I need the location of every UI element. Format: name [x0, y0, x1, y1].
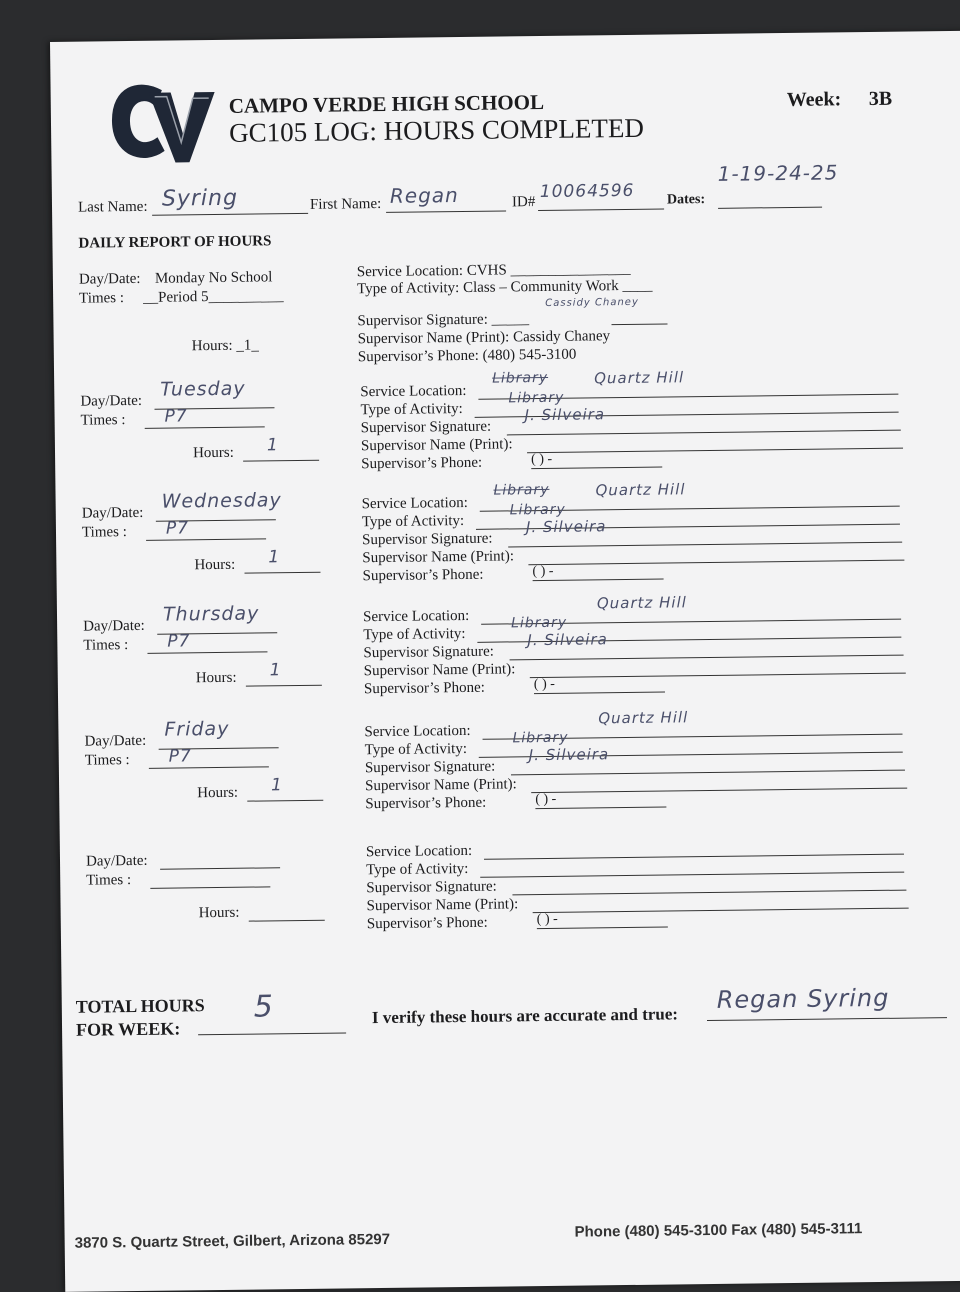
hours-value[interactable]: 1: [270, 775, 284, 796]
total-hours-label: TOTAL HOURS: [75, 995, 205, 1017]
hours-value[interactable]: 1: [268, 547, 281, 568]
signature-value[interactable]: J. Silveira: [527, 630, 608, 650]
activity-label: Type of Activity:: [361, 512, 465, 531]
location-value[interactable]: Quartz Hill: [595, 480, 686, 500]
times-value[interactable]: P7: [164, 406, 188, 427]
activity-label: Type of Activity:: [360, 400, 463, 419]
service-location-label: Service Location:: [362, 607, 470, 626]
first-name-label: First Name:: [309, 195, 382, 213]
monday-times: __Period 5__________: [143, 288, 284, 306]
activity-value[interactable]: Library: [511, 614, 568, 632]
hours-label: Hours:: [198, 904, 240, 922]
log-sheet: [50, 31, 960, 1292]
section-title: DAILY REPORT OF HOURS: [78, 233, 272, 252]
signature-label: Supervisor Signature:: [364, 758, 496, 777]
activity-value[interactable]: Library: [512, 729, 569, 747]
total-hours-value[interactable]: 5: [253, 989, 275, 1025]
times-label: Times :: [83, 637, 129, 654]
location-value[interactable]: Quartz Hill: [594, 368, 685, 388]
times-label: Times :: [86, 872, 132, 889]
hours-value[interactable]: 1: [266, 435, 279, 456]
supervisor-phone-label: Supervisor’s Phone:: [363, 679, 486, 698]
hours-label: Hours:: [197, 784, 239, 802]
times-value[interactable]: P7: [168, 746, 192, 767]
hours-label: Hours:: [194, 556, 236, 574]
day-date-label: Day/Date:: [85, 852, 148, 870]
monday-signature-label: Supervisor Signature: _____: [357, 311, 530, 330]
location-value[interactable]: Quartz Hill: [598, 708, 689, 728]
struck-location: Library: [492, 369, 549, 387]
service-location-label: Service Location:: [365, 842, 473, 861]
school-address: 3870 S. Quartz Street, Gilbert, Arizona 85297: [74, 1230, 391, 1252]
signature-label: Supervisor Signature:: [363, 643, 494, 662]
activity-label: Type of Activity:: [364, 740, 468, 759]
times-label: Times :: [79, 290, 125, 307]
signature-label: Supervisor Signature:: [360, 418, 492, 437]
service-location-label: Service Location:: [364, 722, 471, 741]
signature-label: Supervisor Signature:: [362, 530, 493, 549]
phone-template: ( ) -: [537, 911, 668, 930]
day-value[interactable]: Thursday: [162, 602, 260, 626]
id-label: ID#: [511, 194, 536, 211]
day-date-label: Day/Date:: [78, 270, 141, 288]
hours-label: Hours:: [195, 669, 237, 687]
signature-value[interactable]: J. Silveira: [524, 405, 606, 425]
monday-supervisor-phone: Supervisor’s Phone: (480) 545-3100: [357, 346, 577, 366]
supervisor-name-label: Supervisor Name (Print):: [366, 896, 519, 915]
supervisor-phone-label: Supervisor’s Phone:: [366, 914, 488, 933]
day-date-label: Day/Date:: [83, 617, 145, 635]
week-value: 3B: [868, 87, 893, 111]
activity-value[interactable]: Library: [508, 389, 565, 407]
phone-template: ( ) -: [532, 563, 663, 582]
last-name-value[interactable]: Syring: [161, 185, 239, 212]
school-name: CAMPO VERDE HIGH SCHOOL: [228, 89, 545, 118]
student-signature[interactable]: Regan Syring: [716, 983, 890, 1014]
phone-template: ( ) -: [535, 791, 666, 810]
dates-value[interactable]: 1-19-24-25: [717, 160, 839, 186]
day-value[interactable]: Wednesday: [161, 489, 282, 513]
phone-template: ( ) -: [531, 451, 662, 470]
dates-label: Dates:: [666, 192, 706, 208]
activity-value[interactable]: Library: [509, 501, 566, 519]
day-value[interactable]: Friday: [164, 717, 230, 741]
supervisor-name-label: Supervisor Name (Print):: [362, 548, 515, 567]
phone-template: ( ) -: [534, 676, 665, 695]
activity-label: Type of Activity:: [363, 625, 466, 644]
location-value[interactable]: Quartz Hill: [596, 593, 687, 613]
school-logo: [108, 78, 219, 167]
times-label: Times :: [80, 412, 126, 429]
service-location-label: Service Location:: [360, 382, 467, 401]
first-name-value[interactable]: Regan: [389, 183, 459, 208]
verify-label: I verify these hours are accurate and true:: [371, 1004, 679, 1028]
signature-value[interactable]: J. Silveira: [525, 517, 607, 537]
day-value[interactable]: Tuesday: [160, 377, 246, 401]
service-location-label: Service Location:: [361, 494, 468, 513]
id-value[interactable]: 10064596: [539, 180, 635, 203]
form-title: GC105 LOG: HOURS COMPLETED: [228, 112, 645, 148]
week-label: Week:: [786, 88, 842, 112]
times-label: Times :: [81, 524, 127, 541]
times-value[interactable]: P7: [165, 518, 190, 539]
day-date-label: Day/Date:: [80, 392, 143, 410]
day-date-label: Day/Date:: [84, 732, 147, 750]
supervisor-phone-label: Supervisor’s Phone:: [362, 566, 484, 585]
supervisor-phone-label: Supervisor’s Phone:: [361, 454, 483, 473]
struck-location: Library: [493, 481, 550, 499]
last-name-label: Last Name:: [77, 198, 148, 216]
times-value[interactable]: P7: [167, 631, 191, 652]
supervisor-phone-label: Supervisor’s Phone:: [365, 794, 487, 813]
monday-hours: Hours: _1_: [191, 337, 259, 355]
activity-label: Type of Activity:: [366, 860, 469, 879]
monday-day: Monday No School: [154, 269, 273, 287]
supervisor-name-label: Supervisor Name (Print):: [365, 776, 517, 795]
hours-label: Hours:: [192, 444, 234, 462]
monday-supervisor-name: Supervisor Name (Print): Cassidy Chaney: [357, 328, 611, 348]
school-phone-fax: Phone (480) 545-3100 Fax (480) 545-3111: [574, 1220, 863, 1241]
signature-value[interactable]: J. Silveira: [528, 745, 610, 765]
times-label: Times :: [84, 752, 130, 769]
monday-signature: Cassidy Chaney: [545, 296, 639, 309]
signature-label: Supervisor Signature:: [366, 878, 497, 897]
supervisor-name-label: Supervisor Name (Print):: [360, 436, 513, 455]
hours-value[interactable]: 1: [269, 660, 282, 681]
for-week-label: FOR WEEK:: [75, 1018, 181, 1040]
supervisor-name-label: Supervisor Name (Print):: [363, 661, 516, 680]
monday-activity: Type of Activity: Class – Community Work ____: [356, 277, 653, 298]
day-date-label: Day/Date:: [81, 504, 144, 522]
monday-location: Service Location: CVHS ________________: [356, 260, 631, 281]
